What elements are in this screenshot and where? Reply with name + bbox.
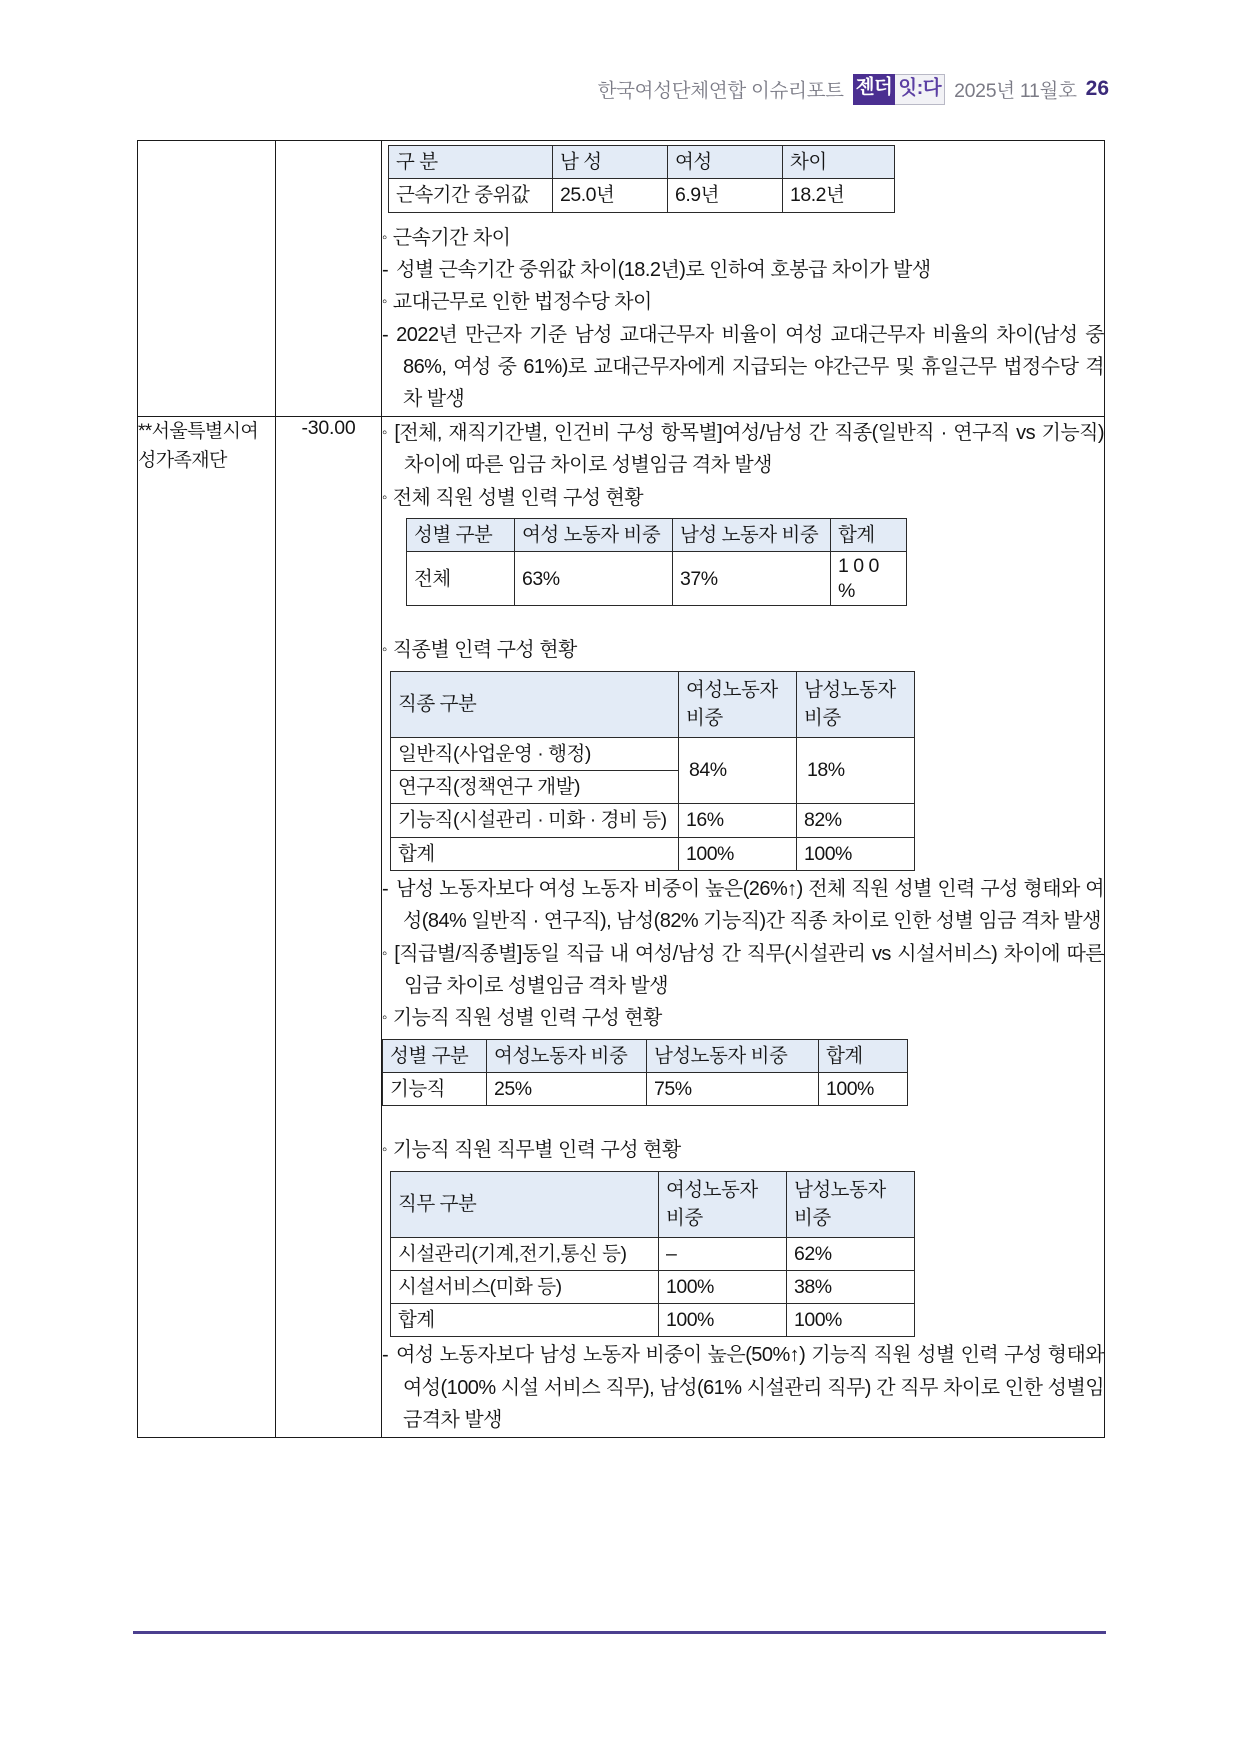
tenure-cell-0-3: 18.2년 [783, 179, 895, 212]
table-row [391, 804, 915, 837]
occupation-cell-2-label: 기능직(시설관리 · 미화 · 경비 등) [391, 804, 679, 837]
occupation-cell-2-male: 82% [797, 804, 915, 837]
table-row [391, 737, 915, 770]
table-header-row [391, 1171, 915, 1237]
caption-duty [382, 1134, 1104, 1166]
line-after-occupation [382, 873, 1104, 938]
table-row [383, 1072, 908, 1105]
overall-cell-0-0: 전체 [407, 552, 515, 606]
logo-part-itda: 잇:다 [895, 74, 945, 105]
line-after-occupation-text: 남성 노동자보다 여성 노동자 비중이 높은(26%↑) 전체 직원 성별 인력 구성 형태와 여성(84% 일반직 · 연구직), 남성(82% 기능직)간 직종 차이로 인한 성별 임금 격차 발생 [396, 877, 1104, 933]
bullet-icon: ◦ [382, 488, 387, 506]
caption-technical [382, 1002, 1104, 1034]
occupation-header-1-line2: 비중 [686, 707, 723, 730]
footer-divider [133, 1631, 1106, 1634]
duty-cell-1-0: 시설서비스(미화 등) [391, 1270, 659, 1303]
duty-header-2-line1: 남성노동자 [794, 1178, 886, 1201]
row2-org-cell: **서울특별시여성가족재단 [138, 416, 276, 1437]
tenure-cell-0-1: 25.0년 [553, 179, 668, 212]
overall-cell-0-1: 63% [515, 552, 673, 606]
overall-header-0: 성별 구분 [407, 519, 515, 552]
duty-header-0: 직무 구분 [391, 1171, 659, 1237]
occupation-cell-1-label: 연구직(정책연구 개발) [391, 770, 679, 803]
technical-header-1: 여성노동자 비중 [487, 1039, 647, 1072]
technical-header-2: 남성노동자 비중 [647, 1039, 819, 1072]
row2-body-cell [382, 416, 1105, 1437]
row1-line-3-text: 2022년 만근자 기준 남성 교대근무자 비율이 여성 교대근무자 비율의 차이(남성 중 86%, 여성 중 61%)로 교대근무자에게 지급되는 야간근무 및 휴일근무 법정수당 격차 발생 [396, 323, 1104, 411]
overall-header-2: 남성 노동자 비중 [673, 519, 831, 552]
overall-cell-0-2: 37% [673, 552, 831, 606]
tenure-header-1: 남 성 [553, 146, 668, 179]
occupation-header-2-line2: 비중 [804, 707, 841, 730]
tenure-table [388, 145, 895, 213]
issue-label: 2025년 11월호 [954, 80, 1077, 103]
table-row [407, 552, 907, 606]
duty-cell-0-1: – [659, 1237, 787, 1270]
table-header-row [383, 1039, 908, 1072]
main-content-table [137, 140, 1105, 1438]
table-header-row [407, 519, 907, 552]
dash-icon: - [382, 877, 389, 900]
duty-cell-0-2: 62% [787, 1237, 915, 1270]
duty-header-1 [659, 1171, 787, 1237]
publication-title: 한국여성단체연합 이슈리포트 [597, 80, 844, 103]
duty-header-2 [787, 1171, 915, 1237]
overall-cell-0-3: 1 0 0 % [831, 552, 907, 606]
occupation-cell-2-female: 16% [679, 804, 797, 837]
table-row [391, 1237, 915, 1270]
spacer [382, 1108, 1104, 1134]
row1-line-2-text: 교대근무로 인한 법정수당 차이 [392, 291, 652, 314]
table-row [391, 837, 915, 870]
row1-value-cell [276, 141, 382, 417]
duty-header-2-line2: 비중 [794, 1207, 831, 1230]
table-header-row [391, 671, 915, 737]
occupation-cell-3-male: 100% [797, 837, 915, 870]
row1-line-1 [382, 254, 1104, 286]
occupation-header-0: 직종 구분 [391, 671, 679, 737]
occupation-header-2 [797, 671, 915, 737]
bullet-icon: ◦ [382, 1009, 387, 1027]
bullet-icon: ◦ [382, 944, 389, 962]
technical-cell-0-1: 25% [487, 1072, 647, 1105]
duty-cell-2-2: 100% [787, 1304, 915, 1337]
bullet-icon: ◦ [382, 1141, 387, 1159]
occupation-cell-3-female: 100% [679, 837, 797, 870]
overall-header-3: 합계 [831, 519, 907, 552]
spacer [382, 215, 1104, 222]
occupation-cell-0-male: 18% [797, 737, 915, 804]
tenure-cell-0-2: 6.9년 [668, 179, 783, 212]
duty-header-1-line2: 비중 [666, 1207, 703, 1230]
dash-icon: - [382, 1344, 389, 1367]
row2-intro-text: [전체, 재직기간별, 인건비 구성 항목별]여성/남성 간 직종(일반직 · 연구직 vs 기능직) 차이에 따른 임금 차이로 성별임금 격차 발생 [394, 421, 1104, 477]
row1-line-0 [382, 222, 1104, 254]
duty-cell-0-0: 시설관리(기계,전기,통신 등) [391, 1237, 659, 1270]
row2-value-cell: -30.00 [276, 416, 382, 1437]
technical-cell-0-2: 75% [647, 1072, 819, 1105]
technical-header-0: 성별 구분 [383, 1039, 487, 1072]
occupation-cell-0-female: 84% [679, 737, 797, 804]
tenure-cell-0-0: 근속기간 중위값 [389, 179, 553, 212]
occupation-cell-3-label: 합계 [391, 837, 679, 870]
occupation-header-1-line1: 여성노동자 [686, 678, 778, 701]
row1-line-0-text: 근속기간 차이 [392, 226, 511, 249]
table-row [389, 179, 895, 212]
duty-cell-2-1: 100% [659, 1304, 787, 1337]
duty-cell-2-0: 합계 [391, 1304, 659, 1337]
occupation-header-2-line1: 남성노동자 [804, 678, 896, 701]
duty-header-1-line1: 여성노동자 [666, 1178, 758, 1201]
bullet-icon: ◦ [382, 293, 387, 311]
line-final-text: 여성 노동자보다 남성 노동자 비중이 높은(50%↑) 기능직 직원 성별 인력 구성 형태와 여성(100% 시설 서비스 직무), 남성(61% 시설관리 직무) 간 직무 차이로 인한 성별임금격차 발생 [396, 1344, 1104, 1432]
row1-org-cell [138, 141, 276, 417]
caption-overall-text: 전체 직원 성별 인력 구성 현황 [392, 486, 644, 509]
dash-icon: - [382, 323, 389, 346]
row1-line-2 [382, 286, 1104, 318]
line-final [382, 1339, 1104, 1436]
caption-duty-text: 기능직 직원 직무별 인력 구성 현황 [392, 1139, 681, 1162]
tenure-header-3: 차이 [783, 146, 895, 179]
table-row [391, 1270, 915, 1303]
row1-line-1-text: 성별 근속기간 중위값 차이(18.2년)로 인하여 호봉급 차이가 발생 [396, 258, 931, 281]
caption-occupation [382, 634, 1104, 666]
dash-icon: - [382, 258, 389, 281]
technical-cell-0-3: 100% [819, 1072, 908, 1105]
row1-line-3 [382, 319, 1104, 416]
row1-body-cell [382, 141, 1105, 417]
duty-composition-table [390, 1171, 915, 1338]
bullet-icon: ◦ [382, 423, 389, 441]
caption-occupation-text: 직종별 인력 구성 현황 [392, 639, 577, 662]
bullet-icon: ◦ [382, 228, 387, 246]
logo-part-gender: 젠더 [853, 74, 896, 105]
page-header [598, 74, 1109, 105]
duty-cell-1-1: 100% [659, 1270, 787, 1303]
occupation-header-1 [679, 671, 797, 737]
line-rank-text: [직급별/직종별]동일 직급 내 여성/남성 간 직무(시설관리 vs 시설서비스) 차이에 따른 임금 차이로 성별임금 격차 발생 [394, 942, 1104, 997]
line-rank [382, 938, 1104, 1003]
overall-header-1: 여성 노동자 비중 [515, 519, 673, 552]
technical-header-3: 합계 [819, 1039, 908, 1072]
technical-cell-0-0: 기능직 [383, 1072, 487, 1105]
duty-cell-1-2: 38% [787, 1270, 915, 1303]
row2-intro-line [382, 417, 1104, 482]
occupation-composition-table [390, 671, 915, 871]
tenure-header-2: 여성 [668, 146, 783, 179]
table-row [138, 141, 1105, 417]
table-row [138, 416, 1105, 1437]
tenure-header-0: 구 분 [389, 146, 553, 179]
caption-overall [382, 482, 1104, 514]
spacer [382, 608, 1104, 634]
page-number: 26 [1085, 77, 1109, 101]
overall-composition-table [406, 518, 907, 606]
table-header-row [389, 146, 895, 179]
technical-composition-table [382, 1039, 908, 1107]
gender-itda-logo [853, 74, 945, 105]
bullet-icon: ◦ [382, 641, 387, 659]
table-row [391, 1304, 915, 1337]
occupation-cell-0-label: 일반직(사업운영 · 행정) [391, 737, 679, 770]
caption-technical-text: 기능직 직원 성별 인력 구성 현황 [392, 1007, 662, 1030]
